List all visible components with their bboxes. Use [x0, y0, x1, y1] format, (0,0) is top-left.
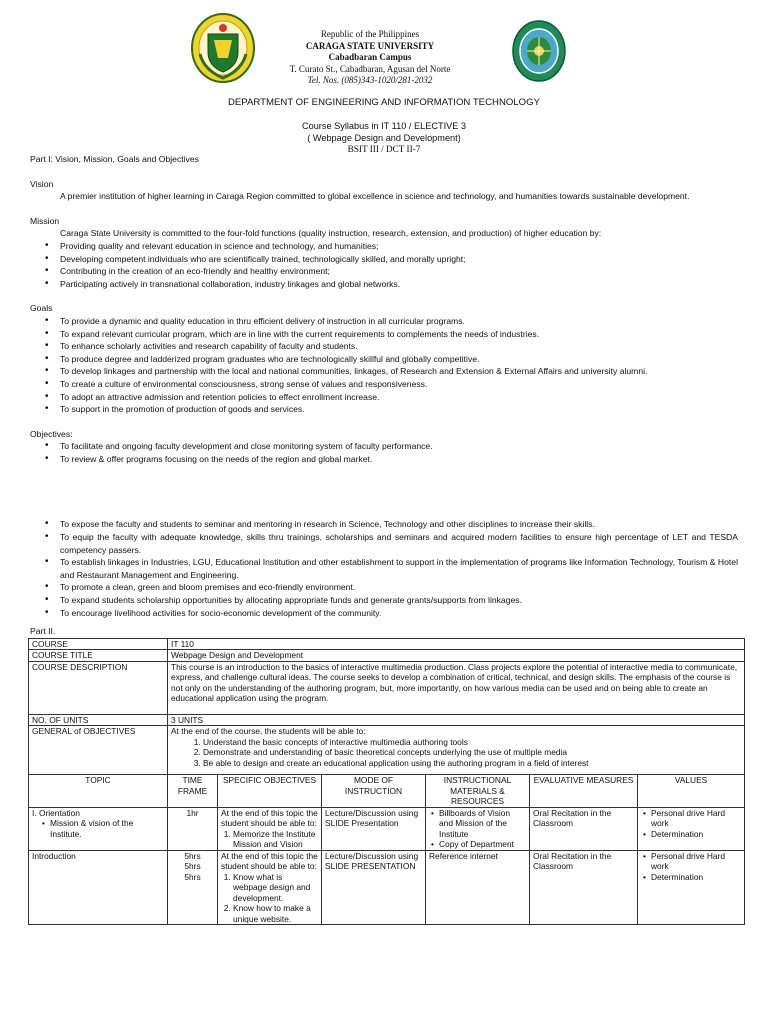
- general-objectives-list: [171, 737, 741, 769]
- list-item: 1. Understand the basic concepts of interactive multimedia authoring tools: [203, 737, 741, 748]
- row2-specific-intro: At the end of this topic the student should be able to:: [221, 850, 318, 872]
- telephone-line: Tel. Nos. (085)343-1020/281-2032: [307, 75, 433, 85]
- row2-time: [168, 850, 218, 925]
- list-item: • To encourage livelihood activities for socio-economic development of the community.: [60, 607, 738, 620]
- syllabus-body: [30, 153, 738, 925]
- list-item: • To facilitate and ongoing faculty development and close monitoring system of faculty performance.: [60, 440, 738, 453]
- row1-values-list: [641, 808, 741, 840]
- row2-values: [638, 850, 745, 925]
- column-header-time: TIME FRAME: [168, 775, 218, 808]
- general-objectives-intro: At the end of the course, the students will be able to:: [171, 726, 366, 737]
- goals-list: [30, 315, 738, 416]
- mission-list: [30, 240, 738, 290]
- list-item: 1. Know what is webpage design and development.: [233, 872, 318, 904]
- list-item: • Determination: [651, 829, 741, 840]
- syllabus-line-1: Course Syllabus in IT 110 / ELECTIVE 3: [301, 121, 467, 131]
- course-value: IT 110: [168, 638, 745, 650]
- republic-line: Republic of the Philippines: [320, 29, 420, 39]
- table-row: [29, 850, 745, 925]
- list-item: • To equip the faculty with adequate knowledge, skills thru trainings, scholarships and seminars and acquired modern facilities to ensure high percentage of LET and TESDA competency passers.: [60, 531, 738, 556]
- course-description-value: This course is an introduction to the basics of interactive multimedia production. Class projects explore the potential of interactive media to communicate, express, and challenge cultural ideas. The course seeks to develop a combination of critical, technical, and design skills. The emphasis of the course is not only on the understanding of the authoring program, but, more importantly, on how various media can be used and on being able to create an educational application using the program.: [168, 661, 745, 714]
- row2-time-3: 5hrs: [184, 871, 201, 882]
- list-item: • To expose the faculty and students to seminar and mentoring in research in Science, Technology and other disciplines to increase their skills.: [60, 518, 738, 531]
- row1-evaluative: Oral Recitation in the Classroom: [530, 807, 638, 850]
- course-info-table: [28, 638, 745, 926]
- list-item: • To review & offer programs focusing on the needs of the region and global market.: [60, 453, 738, 466]
- department-title: DEPARTMENT OF ENGINEERING AND INFORMATION TECHNOLOGY: [227, 97, 540, 108]
- part2-heading: Part II.: [30, 626, 56, 637]
- general-objectives-value: [168, 726, 745, 775]
- campus-name: Cabadbaran Campus: [328, 52, 412, 62]
- table-row: [29, 661, 745, 714]
- row2-materials: Reference internet: [426, 850, 530, 925]
- row2-time-1: 5hrs: [184, 850, 201, 861]
- row1-topic: [29, 807, 168, 850]
- list-item: • Participating actively in transnational collaboration, industry linkages and global networks.: [60, 278, 738, 291]
- row2-evaluative: Oral Recitation in the Classroom: [530, 850, 638, 925]
- column-header-evaluative: EVALUATIVE MEASURES: [530, 775, 638, 808]
- row1-specific-intro: At the end of this topic the student should be able to:: [221, 807, 318, 829]
- row1-specific-list: [221, 829, 318, 850]
- course-title-value: Webpage Design and Development: [168, 650, 745, 662]
- objectives-list-b: [30, 518, 738, 619]
- university-seal-icon: [190, 12, 256, 84]
- list-item: • Copy of Department: [439, 839, 526, 850]
- row1-time: 1hr: [168, 807, 218, 850]
- mission-intro: Caraga State University is committed to the four-fold functions (quality instruction, research, extension, and production) of higher education by:: [60, 228, 602, 239]
- mission-label: Mission: [30, 215, 60, 226]
- list-item: • To enhance scholarly activities and research capability of faculty and students.: [60, 340, 738, 353]
- table-row: [29, 726, 745, 775]
- letterhead: [0, 8, 768, 90]
- row2-specific-list: [221, 872, 318, 925]
- list-item: • To establish linkages in Industries, LGU, Educational Institution and other establishment to support in the implementation of programs like Information Technology, Tourism & Hotel and Restaurant Management and Engineering.: [60, 556, 738, 581]
- column-header-specific: SPECIFIC OBJECTIVES: [218, 775, 322, 808]
- row2-specific: [218, 850, 322, 925]
- vision-label: Vision: [30, 178, 54, 189]
- table-row: [29, 650, 745, 662]
- goals-label: Goals: [30, 303, 53, 314]
- list-item: • To promote a clean, green and bloom premises and eco-friendly environment.: [60, 581, 738, 594]
- list-item: • Mission & vision of the Institute.: [50, 818, 164, 839]
- row1-specific: [218, 807, 322, 850]
- list-item: • To provide a dynamic and quality education in thru efficient delivery of instruction in all curricular programs.: [60, 315, 738, 328]
- syllabus-title: [0, 121, 768, 156]
- objectives-label: Objectives:: [30, 428, 73, 439]
- units-label: NO. OF UNITS: [29, 714, 168, 726]
- list-item: • Providing quality and relevant education in science and technology, and humanities;: [60, 240, 738, 253]
- course-description-label: COURSE DESCRIPTION: [29, 661, 168, 714]
- row2-mode: Lecture/Discussion using SLIDE PRESENTATION: [322, 850, 426, 925]
- syllabus-line-2: ( Webpage Design and Development): [307, 132, 461, 143]
- column-header-values: VALUES: [638, 775, 745, 808]
- list-item: • Determination: [651, 872, 741, 883]
- list-item: • To develop linkages and partnership with the local and national communities, linkages, of Research and Extension & External Affairs and university alumni.: [60, 365, 738, 378]
- row1-mode: Lecture/Discussion using SLIDE Presentation: [322, 807, 426, 850]
- objectives-list-a: [30, 440, 738, 465]
- table-row: [29, 714, 745, 726]
- table-row: [29, 638, 745, 650]
- column-header-topic: TOPIC: [29, 775, 168, 808]
- table-row: [29, 807, 745, 850]
- course-label: COURSE: [29, 638, 168, 650]
- vision-text: A premier institution of higher learning in Caraga Region committed to global excellence in science and technology, and humanities towards sustainable development.: [60, 191, 690, 202]
- course-title-label: COURSE TITLE: [29, 650, 168, 662]
- list-item: 2. Demonstrate and understanding of basic theoretical concepts underlying the use of multiple media: [203, 747, 741, 758]
- units-value: 3 UNITS: [168, 714, 745, 726]
- table-header-row: [29, 775, 745, 808]
- row2-values-list: [641, 851, 741, 883]
- campus-seal-icon: [512, 20, 566, 82]
- list-item: • To create a culture of environmental consciousness, strong sense of values and responsiveness.: [60, 378, 738, 391]
- row1-values: [638, 807, 745, 850]
- list-item: • To expand students scholarship opportunities by allocating appropriate funds and generate grants/supports from linkages.: [60, 594, 738, 607]
- list-item: • To expand relevant curricular program, which are in line with the current requirements to complements the needs of industries.: [60, 328, 738, 341]
- list-item: 1. Memorize the Institute Mission and Vision: [233, 829, 318, 850]
- general-objectives-label: GENERAL of OBJECTIVES: [29, 726, 168, 775]
- row1-topic-title: I. Orientation: [32, 807, 80, 818]
- row2-topic: Introduction: [29, 850, 168, 925]
- syllabus-line-3: BSIT III / DCT II-7: [347, 144, 421, 154]
- list-item: • To support in the promotion of production of goods and services.: [60, 403, 738, 416]
- row1-materials: [426, 807, 530, 850]
- list-item: • Personal drive Hard work: [651, 808, 741, 829]
- list-item: • Contributing in the creation of an eco-friendly and healthy environment;: [60, 265, 738, 278]
- row1-materials-list: [429, 808, 526, 850]
- part1-heading: Part I: Vision, Mission, Goals and Objectives: [30, 154, 199, 164]
- list-item: • Billboards of Vision and Mission of the Institute: [439, 808, 526, 840]
- university-info: [260, 29, 480, 87]
- column-header-materials: INSTRUCTIONAL MATERIALS & RESOURCES: [426, 775, 530, 808]
- list-item: • To produce degree and ladderized program graduates who are technologically skillful and globally competitive.: [60, 353, 738, 366]
- list-item: 2. Know how to make a unique website.: [233, 903, 318, 924]
- list-item: • To adopt an attractive admission and retention policies to effect enrollment increase.: [60, 391, 738, 404]
- list-item: 3. Be able to design and create an educational application using the authoring program in a field of interest: [203, 758, 741, 769]
- column-header-mode: MODE OF INSTRUCTION: [322, 775, 426, 808]
- row2-time-2: 5hrs: [184, 861, 201, 872]
- university-name: CARAGA STATE UNIVERSITY: [305, 40, 435, 51]
- list-item: • Personal drive Hard work: [651, 851, 741, 872]
- address-line: T. Curato St., Cabadbaran, Agusan del Norte: [289, 63, 451, 74]
- row1-topic-list: [32, 818, 164, 839]
- list-item: • Developing competent individuals who are scientifically trained, technologically skilled, and morally upright;: [60, 253, 738, 266]
